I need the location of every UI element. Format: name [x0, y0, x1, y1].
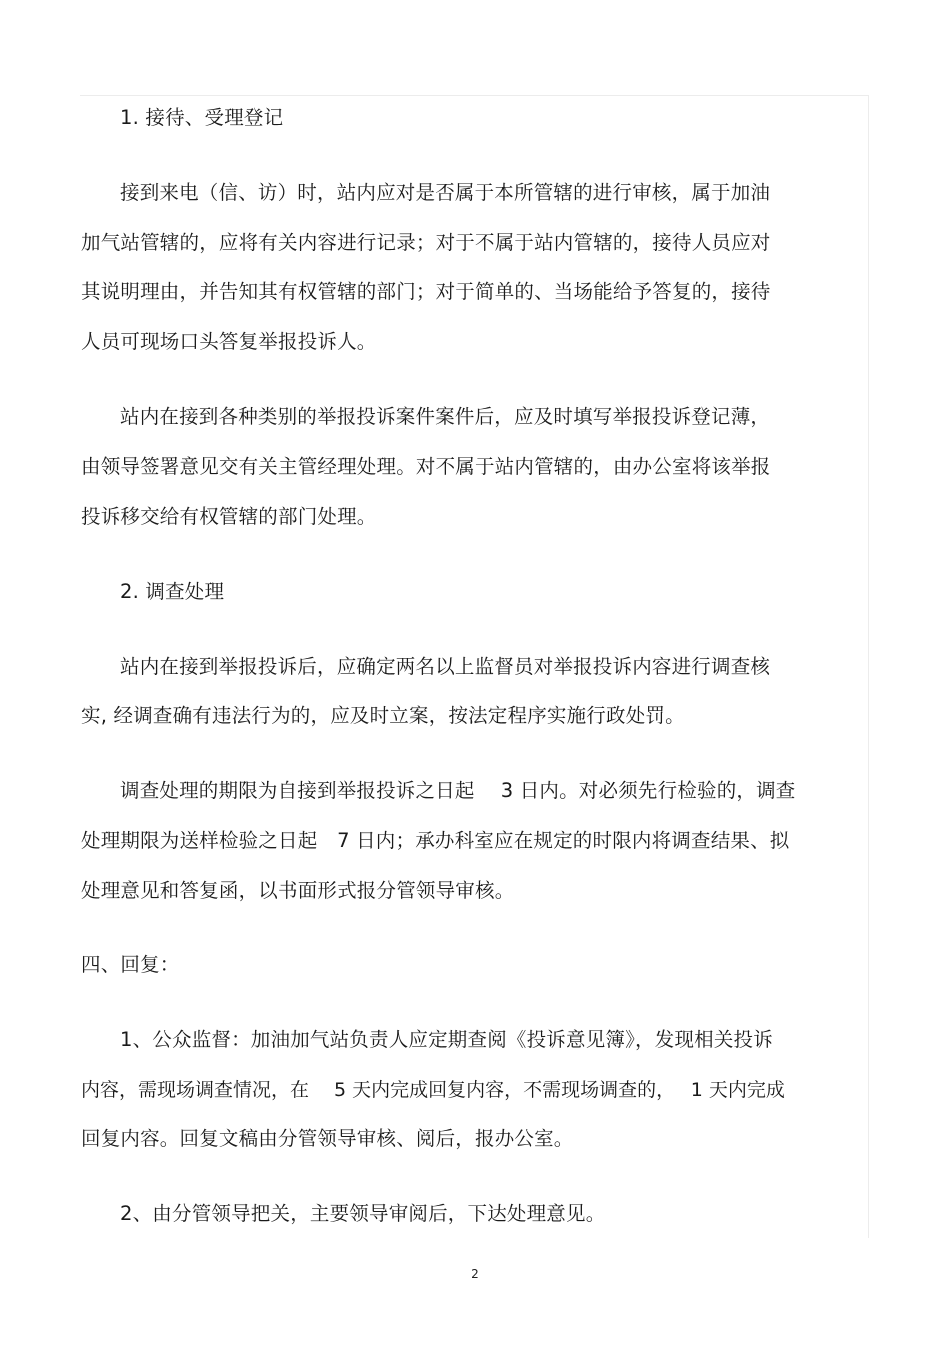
paragraph-line: 2、由分管领导把关，主要领导审阅后，下达处理意见。: [120, 1202, 606, 1225]
paragraph-line: 内容，需现场调查情况，在 5 天内完成回复内容，不需现场调查的， 1 天内完成: [81, 1079, 785, 1101]
paragraph-line: 人员可现场口头答复举报投诉人。: [81, 330, 377, 353]
paragraph-line: 实, 经调查确有违法行为的，应及时立案，按法定程序实施行政处罚。: [81, 704, 685, 727]
paragraph-line: 接到来电（信、访）时，站内应对是否属于本所管辖的进行审核，属于加油: [120, 181, 771, 204]
paragraph-line: 站内在接到各种类别的举报投诉案件案件后，应及时填写举报投诉登记薄，: [120, 405, 771, 428]
paragraph-line: 由领导签署意见交有关主管经理处理。对不属于站内管辖的，由办公室将该举报: [81, 455, 771, 478]
paragraph-line: 调查处理的期限为自接到举报投诉之日起 3 日内。对必须先行检验的，调查: [120, 779, 796, 802]
paragraph-line: 回复内容。回复文稿由分管领导审核、阅后，报办公室。: [81, 1127, 574, 1150]
section-heading: 1. 接待、受理登记: [120, 106, 284, 129]
page-number: 2: [471, 1267, 479, 1281]
paragraph-line: 加气站管辖的，应将有关内容进行记录；对于不属于站内管辖的，接待人员应对: [81, 231, 771, 254]
paragraph-line: 1、公众监督：加油加气站负责人应定期查阅《投诉意见簿》，发现相关投诉: [120, 1028, 773, 1051]
paragraph-line: 投诉移交给有权管辖的部门处理。: [81, 505, 377, 528]
paragraph-line: 站内在接到举报投诉后，应确定两名以上监督员对举报投诉内容进行调查核: [120, 655, 771, 678]
paragraph-line: 处理期限为送样检验之日起 7 日内；承办科室应在规定的时限内将调查结果、拟: [81, 829, 790, 852]
paragraph-line: 其说明理由，并告知其有权管辖的部门；对于简单的、当场能给予答复的，接待: [81, 280, 771, 303]
section-heading: 2. 调查处理: [120, 580, 225, 603]
paragraph-line: 处理意见和答复函，以书面形式报分管领导审核。: [81, 879, 515, 902]
section-heading: 四、回复：: [81, 953, 180, 976]
